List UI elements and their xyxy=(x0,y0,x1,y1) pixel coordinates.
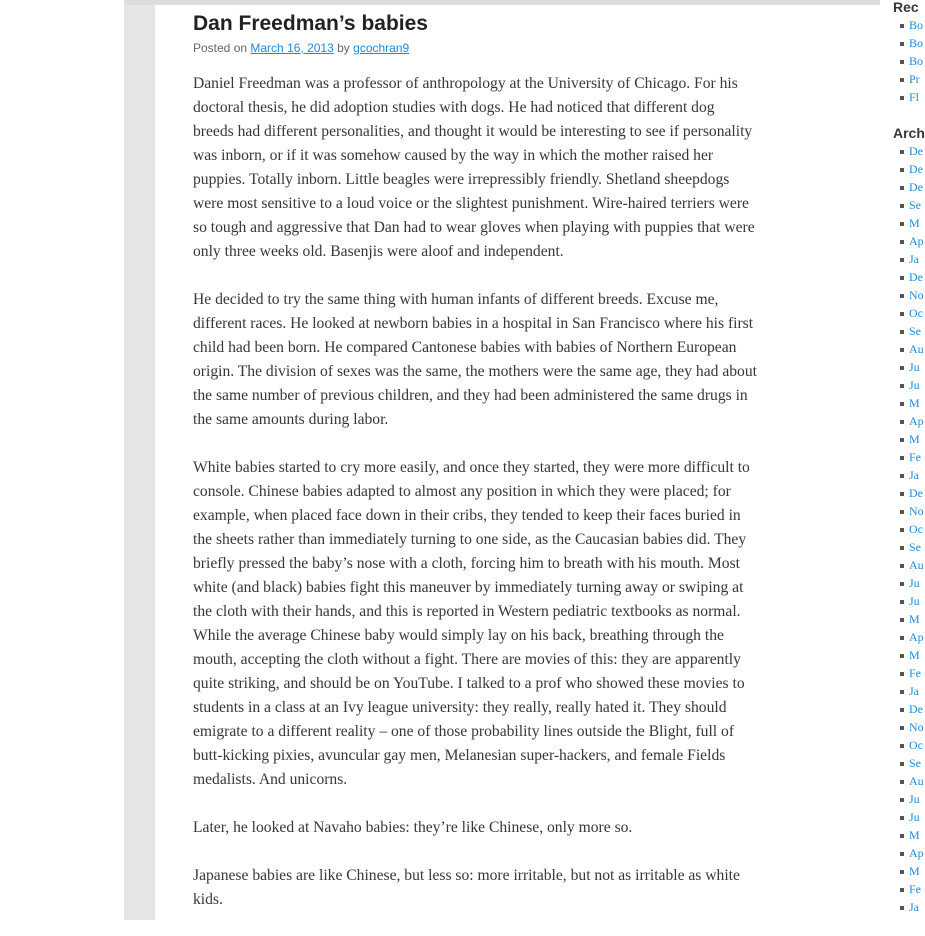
archive-item xyxy=(900,862,924,880)
by-label: by xyxy=(337,41,350,55)
archive-link[interactable]: Ap xyxy=(909,414,924,428)
recent-post-link[interactable]: Bo xyxy=(909,18,924,32)
archive-item xyxy=(900,898,924,916)
archive-item xyxy=(900,682,924,700)
archive-link[interactable]: M xyxy=(909,864,920,878)
archive-item xyxy=(900,844,924,862)
archive-link[interactable]: Ju xyxy=(909,594,920,608)
archive-link[interactable]: Oc xyxy=(909,738,923,752)
posted-on-label: Posted on xyxy=(193,41,248,55)
paragraph-2: He decided to try the same thing with human infants of different breeds. Excuse me, different races. He looked at newborn babies in a hospital in San Francisco where his first child had been born. He compared Cantonese babies with babies of Northern European origin. The division of sexes was the same, the mothers were the same age, they had about the same number of previous children, and they had been administered the same drugs in the same amounts during labor. xyxy=(193,291,757,428)
archive-link[interactable]: Se xyxy=(909,324,921,338)
archive-link[interactable]: Se xyxy=(909,756,921,770)
recent-post-item xyxy=(900,88,923,106)
archive-item xyxy=(900,250,924,268)
archive-item xyxy=(900,466,924,484)
archive-item xyxy=(900,340,924,358)
archive-item xyxy=(900,286,924,304)
recent-post-item xyxy=(900,70,923,88)
archive-item xyxy=(900,718,924,736)
entry-content xyxy=(193,72,838,912)
archive-item xyxy=(900,592,924,610)
archive-link[interactable]: Ap xyxy=(909,846,924,860)
author-link[interactable]: gcochran9 xyxy=(353,41,410,55)
archive-item xyxy=(900,268,924,286)
archive-link[interactable]: Ju xyxy=(909,576,920,590)
archive-link[interactable]: M xyxy=(909,216,920,230)
archive-item xyxy=(900,646,924,664)
archive-link[interactable]: Ju xyxy=(909,792,920,806)
archive-item xyxy=(900,376,924,394)
sidebar xyxy=(880,0,925,920)
recent-post-link[interactable]: Bo xyxy=(909,36,924,50)
archive-link[interactable]: De xyxy=(909,162,923,176)
archive-link[interactable]: Ju xyxy=(909,360,920,374)
left-margin xyxy=(0,0,124,920)
archive-link[interactable]: M xyxy=(909,828,920,842)
archive-item xyxy=(900,880,924,898)
archive-link[interactable]: Ap xyxy=(909,234,924,248)
archive-item xyxy=(900,304,924,322)
archive-item xyxy=(900,214,924,232)
main-content xyxy=(155,5,880,920)
archive-item xyxy=(900,484,924,502)
archive-link[interactable]: Au xyxy=(909,558,924,572)
recent-posts-list xyxy=(900,16,923,106)
archive-link[interactable]: M xyxy=(909,612,920,626)
recent-post-link[interactable]: Bo xyxy=(909,54,924,68)
archive-link[interactable]: De xyxy=(909,270,923,284)
recent-posts-title: Rec xyxy=(893,0,919,15)
archive-item xyxy=(900,628,924,646)
archive-link[interactable]: Au xyxy=(909,342,924,356)
archive-link[interactable]: No xyxy=(909,288,924,302)
archive-item xyxy=(900,358,924,376)
archive-item xyxy=(900,394,924,412)
archive-item xyxy=(900,556,924,574)
recent-post-item xyxy=(900,16,923,34)
archive-item xyxy=(900,664,924,682)
archive-item xyxy=(900,736,924,754)
recent-post-link[interactable]: Fl xyxy=(909,90,920,104)
archive-item xyxy=(900,808,924,826)
archive-link[interactable]: Oc xyxy=(909,522,923,536)
paragraph-3: White babies started to cry more easily, and once they started, they were more difficult to console. Chinese babies adapted to almost any position in which they were placed; for example, when placed face down in their cribs, they tended to keep their faces buried in the sheets rather than immediately turning to one side, as the Caucasian babies did. They briefly pressed the baby’s nose with a cloth, forcing him to breath with his mouth. Most white (and black) babies fight this maneuver by immediately turning away or swiping at the cloth with their hands, and this is reported in Western pediatric textbooks as normal. While the average Chinese baby would simply lay on his back, breathing through the mouth, accepting the cloth without a fight. There are movies of this: they are apparently quite striking, and should be on YouTube. I talked to a prof who showed these movies to students in a class at an Ivy league university: they really, really hated it. They should emigrate to a different reality – one of those probability lines outside the Blight, full of butt-kicking pixies, avuncular gay men, Melanesian super-hackers, and female Fields medalists. And unicorns. xyxy=(193,459,750,788)
archive-link[interactable]: Se xyxy=(909,540,921,554)
archive-item xyxy=(900,610,924,628)
entry-meta xyxy=(193,40,838,56)
archive-item xyxy=(900,790,924,808)
archive-link[interactable]: Oc xyxy=(909,306,923,320)
archive-link[interactable]: Ja xyxy=(909,252,919,266)
archive-link[interactable]: De xyxy=(909,180,923,194)
archive-item xyxy=(900,322,924,340)
archive-item xyxy=(900,502,924,520)
archive-item xyxy=(900,574,924,592)
archive-link[interactable]: M xyxy=(909,648,920,662)
archive-link[interactable]: Ju xyxy=(909,810,920,824)
archive-item xyxy=(900,178,924,196)
archive-link[interactable]: Ja xyxy=(909,468,919,482)
archive-link[interactable]: Fe xyxy=(909,450,921,464)
recent-post-item xyxy=(900,34,923,52)
archive-link[interactable]: Fe xyxy=(909,882,921,896)
archive-link[interactable]: De xyxy=(909,144,923,158)
archive-link[interactable]: Fe xyxy=(909,666,921,680)
archive-link[interactable]: Au xyxy=(909,774,924,788)
paragraph-1: Daniel Freedman was a professor of anthropology at the University of Chicago. For his doctoral thesis, he did adoption studies with dogs. He had noticed that different dog breeds had different personalities, and thought it would be interesting to see if personality was inborn, or if it was somehow caused by the way in which the mother raised her puppies. Totally inborn. Little beagles were irrepressibly friendly. Shetland sheepdogs were most sensitive to a loud voice or the slightest punishment. Wire-haired terriers were so tough and aggressive that Dan had to wear gloves when playing with puppies that were only three weeks old. Basenjis were aloof and independent. xyxy=(193,75,755,260)
paragraph-4: Later, he looked at Navaho babies: they’re like Chinese, only more so. xyxy=(193,819,633,836)
archive-link[interactable]: Ju xyxy=(909,378,920,392)
archive-item xyxy=(900,232,924,250)
archive-item xyxy=(900,700,924,718)
archive-item xyxy=(900,538,924,556)
post-title: Dan Freedman’s babies xyxy=(193,12,428,35)
archive-item xyxy=(900,196,924,214)
archive-item xyxy=(900,430,924,448)
archive-item xyxy=(900,520,924,538)
archive-link[interactable]: Ja xyxy=(909,900,919,914)
archive-item xyxy=(900,412,924,430)
archive-item xyxy=(900,448,924,466)
archive-item xyxy=(900,826,924,844)
archive-link[interactable]: Se xyxy=(909,198,921,212)
archive-link[interactable]: No xyxy=(909,504,924,518)
archive-link[interactable]: De xyxy=(909,702,923,716)
archive-link[interactable]: Ap xyxy=(909,630,924,644)
archive-item xyxy=(900,142,924,160)
archives-list xyxy=(900,142,924,916)
archives-title: Arch xyxy=(893,125,925,141)
archive-link[interactable]: No xyxy=(909,720,924,734)
archive-item xyxy=(900,754,924,772)
archive-link[interactable]: De xyxy=(909,486,923,500)
archive-item xyxy=(900,160,924,178)
blog-post xyxy=(193,11,838,936)
paragraph-5: Japanese babies are like Chinese, but less so: more irritable, but not as irritable as white kids. xyxy=(193,867,740,908)
archive-link[interactable]: Ja xyxy=(909,684,919,698)
archive-link[interactable]: M xyxy=(909,396,920,410)
recent-post-item xyxy=(900,52,923,70)
recent-post-link[interactable]: Pr xyxy=(909,72,920,86)
post-date-link[interactable]: March 16, 2013 xyxy=(250,41,334,55)
archive-link[interactable]: M xyxy=(909,432,920,446)
archive-item xyxy=(900,772,924,790)
